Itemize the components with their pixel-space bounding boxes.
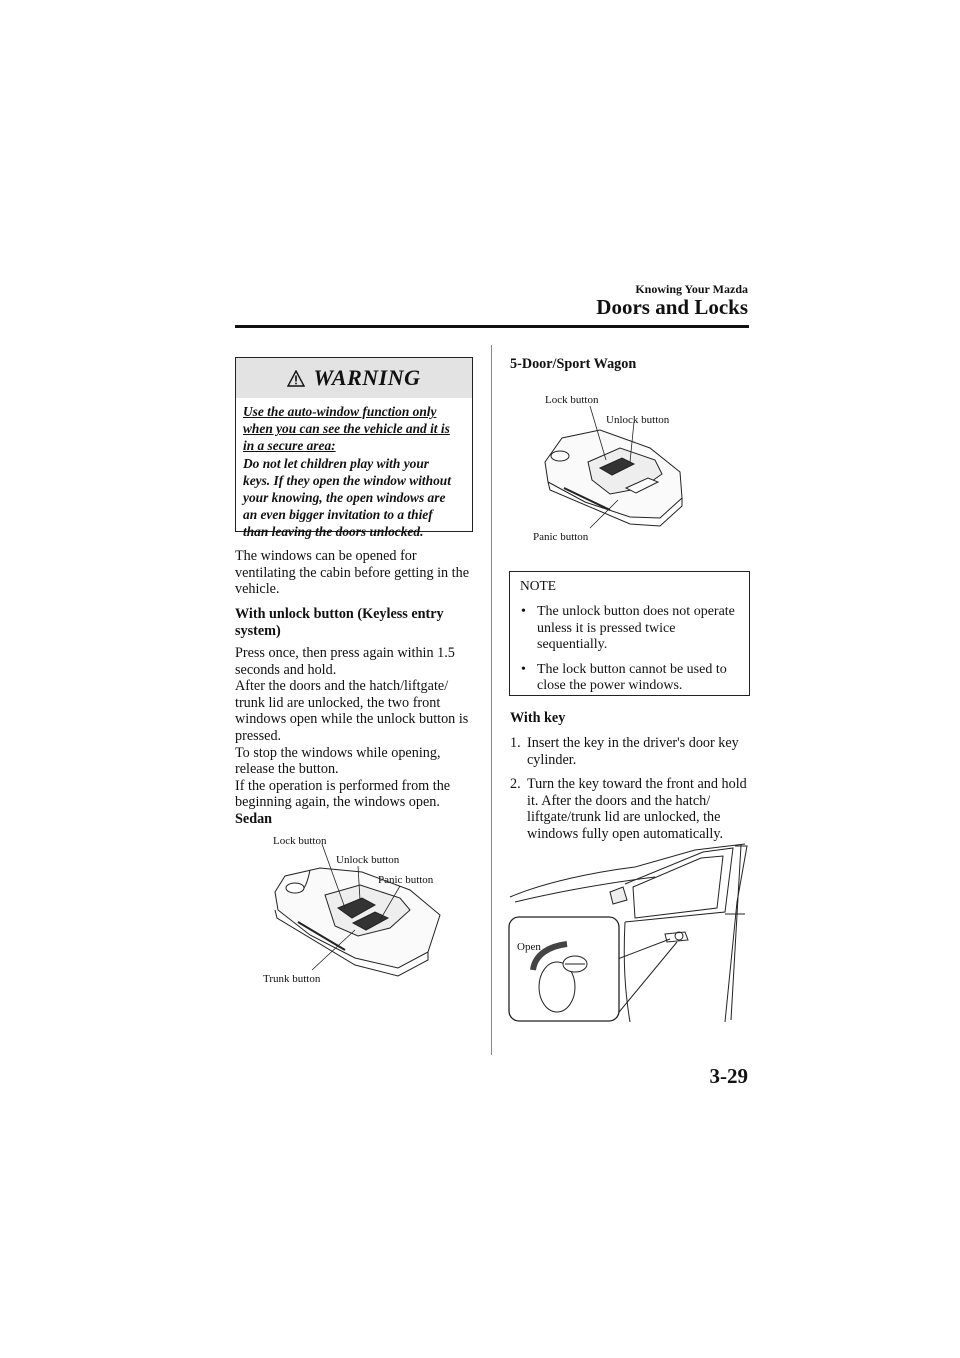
with-key-heading: With key [510,710,566,726]
wagon-unlock-label: Unlock button [606,414,670,426]
note-item [537,662,743,695]
page-number: 3-29 [709,1064,748,1088]
text-line: cylinder. [527,751,577,768]
warning-header [236,358,472,398]
sedan-trunk-label: Trunk button [263,973,321,985]
text-line: The windows can be opened for [235,548,417,564]
warning-line: in a secure area: [243,438,336,454]
text-line: Turn the key toward the front and hold [527,776,747,793]
sedan-heading: Sedan [235,811,273,827]
sedan-panic-label: Panic button [378,874,434,886]
column-divider [491,345,492,1055]
text-line: close the power windows. [537,678,683,694]
warning-box [235,357,473,540]
text-line: • The unlock button does not operate [537,604,735,619]
text-line: To stop the windows while opening, [235,744,441,761]
warning-line: than leaving the doors unlocked. [243,524,424,540]
text-line: After the doors and the hatch/liftgate/ [235,678,449,695]
with-key-steps [510,735,750,851]
step-number: 1. [510,735,521,751]
warning-triangle-icon [287,370,305,387]
sedan-lock-label: Lock button [273,835,327,847]
warning-line: an even bigger invitation to a thief [243,507,433,523]
header-rule [235,325,749,328]
text-line: liftgate/trunk lid are unlocked, the [527,809,721,826]
warning-line: your knowing, the open windows are [243,490,446,506]
text-line: pressed. [235,727,282,744]
intro-paragraph [235,548,485,598]
warning-line: keys. If they open the window without [243,472,451,488]
text-line: sequentially. [537,637,608,653]
note-item [537,604,743,654]
warning-line: Use the auto-window function only [243,404,437,419]
text-line: trunk lid are unlocked, the two front [235,694,441,711]
page-title: Doors and Locks [596,295,748,319]
note-list [510,604,749,695]
text-line: system) [235,622,281,639]
wagon-lock-label: Lock button [545,394,599,406]
warning-text [236,398,472,541]
text-line: windows open while the unlock button is [235,711,469,728]
note-box [509,571,750,696]
text-line: ventilating the cabin before getting in the [235,564,470,581]
sedan-unlock-label: Unlock button [336,854,400,866]
text-line: • The lock button cannot be used to [537,661,727,677]
warning-title: WARNING [313,365,421,390]
step-item [510,735,750,768]
text-line: beginning again, the windows open. [235,794,440,811]
text-line: unless it is pressed twice [537,620,676,636]
text-line: vehicle. [235,581,280,598]
warning-line: when you can see the vehicle and it is [243,421,450,437]
text-line: With unlock button (Keyless entry [235,606,444,622]
step-number: 2. [510,776,521,793]
text-line: If the operation is performed from the [235,777,451,794]
keyless-paragraph [235,645,485,811]
text-line: Press once, then press again within 1.5 [235,645,455,661]
text-line: windows fully open automatically. [527,825,724,842]
warning-line: Do not let children play with your [243,455,429,471]
open-label: Open [517,941,541,953]
text-line: it. After the doors and the hatch/ [527,792,711,809]
text-line: Insert the key in the driver's door key [527,735,739,751]
step-item [510,776,750,842]
door-key-cylinder-illustration [505,842,755,1027]
keyless-subheading [235,606,485,639]
wagon-heading: 5-Door/Sport Wagon [510,356,637,372]
note-title: NOTE [520,578,556,593]
text-line: release the button. [235,761,339,778]
text-line: seconds and hold. [235,661,337,678]
wagon-panic-label: Panic button [533,531,589,543]
section-title: Knowing Your Mazda [635,282,748,296]
